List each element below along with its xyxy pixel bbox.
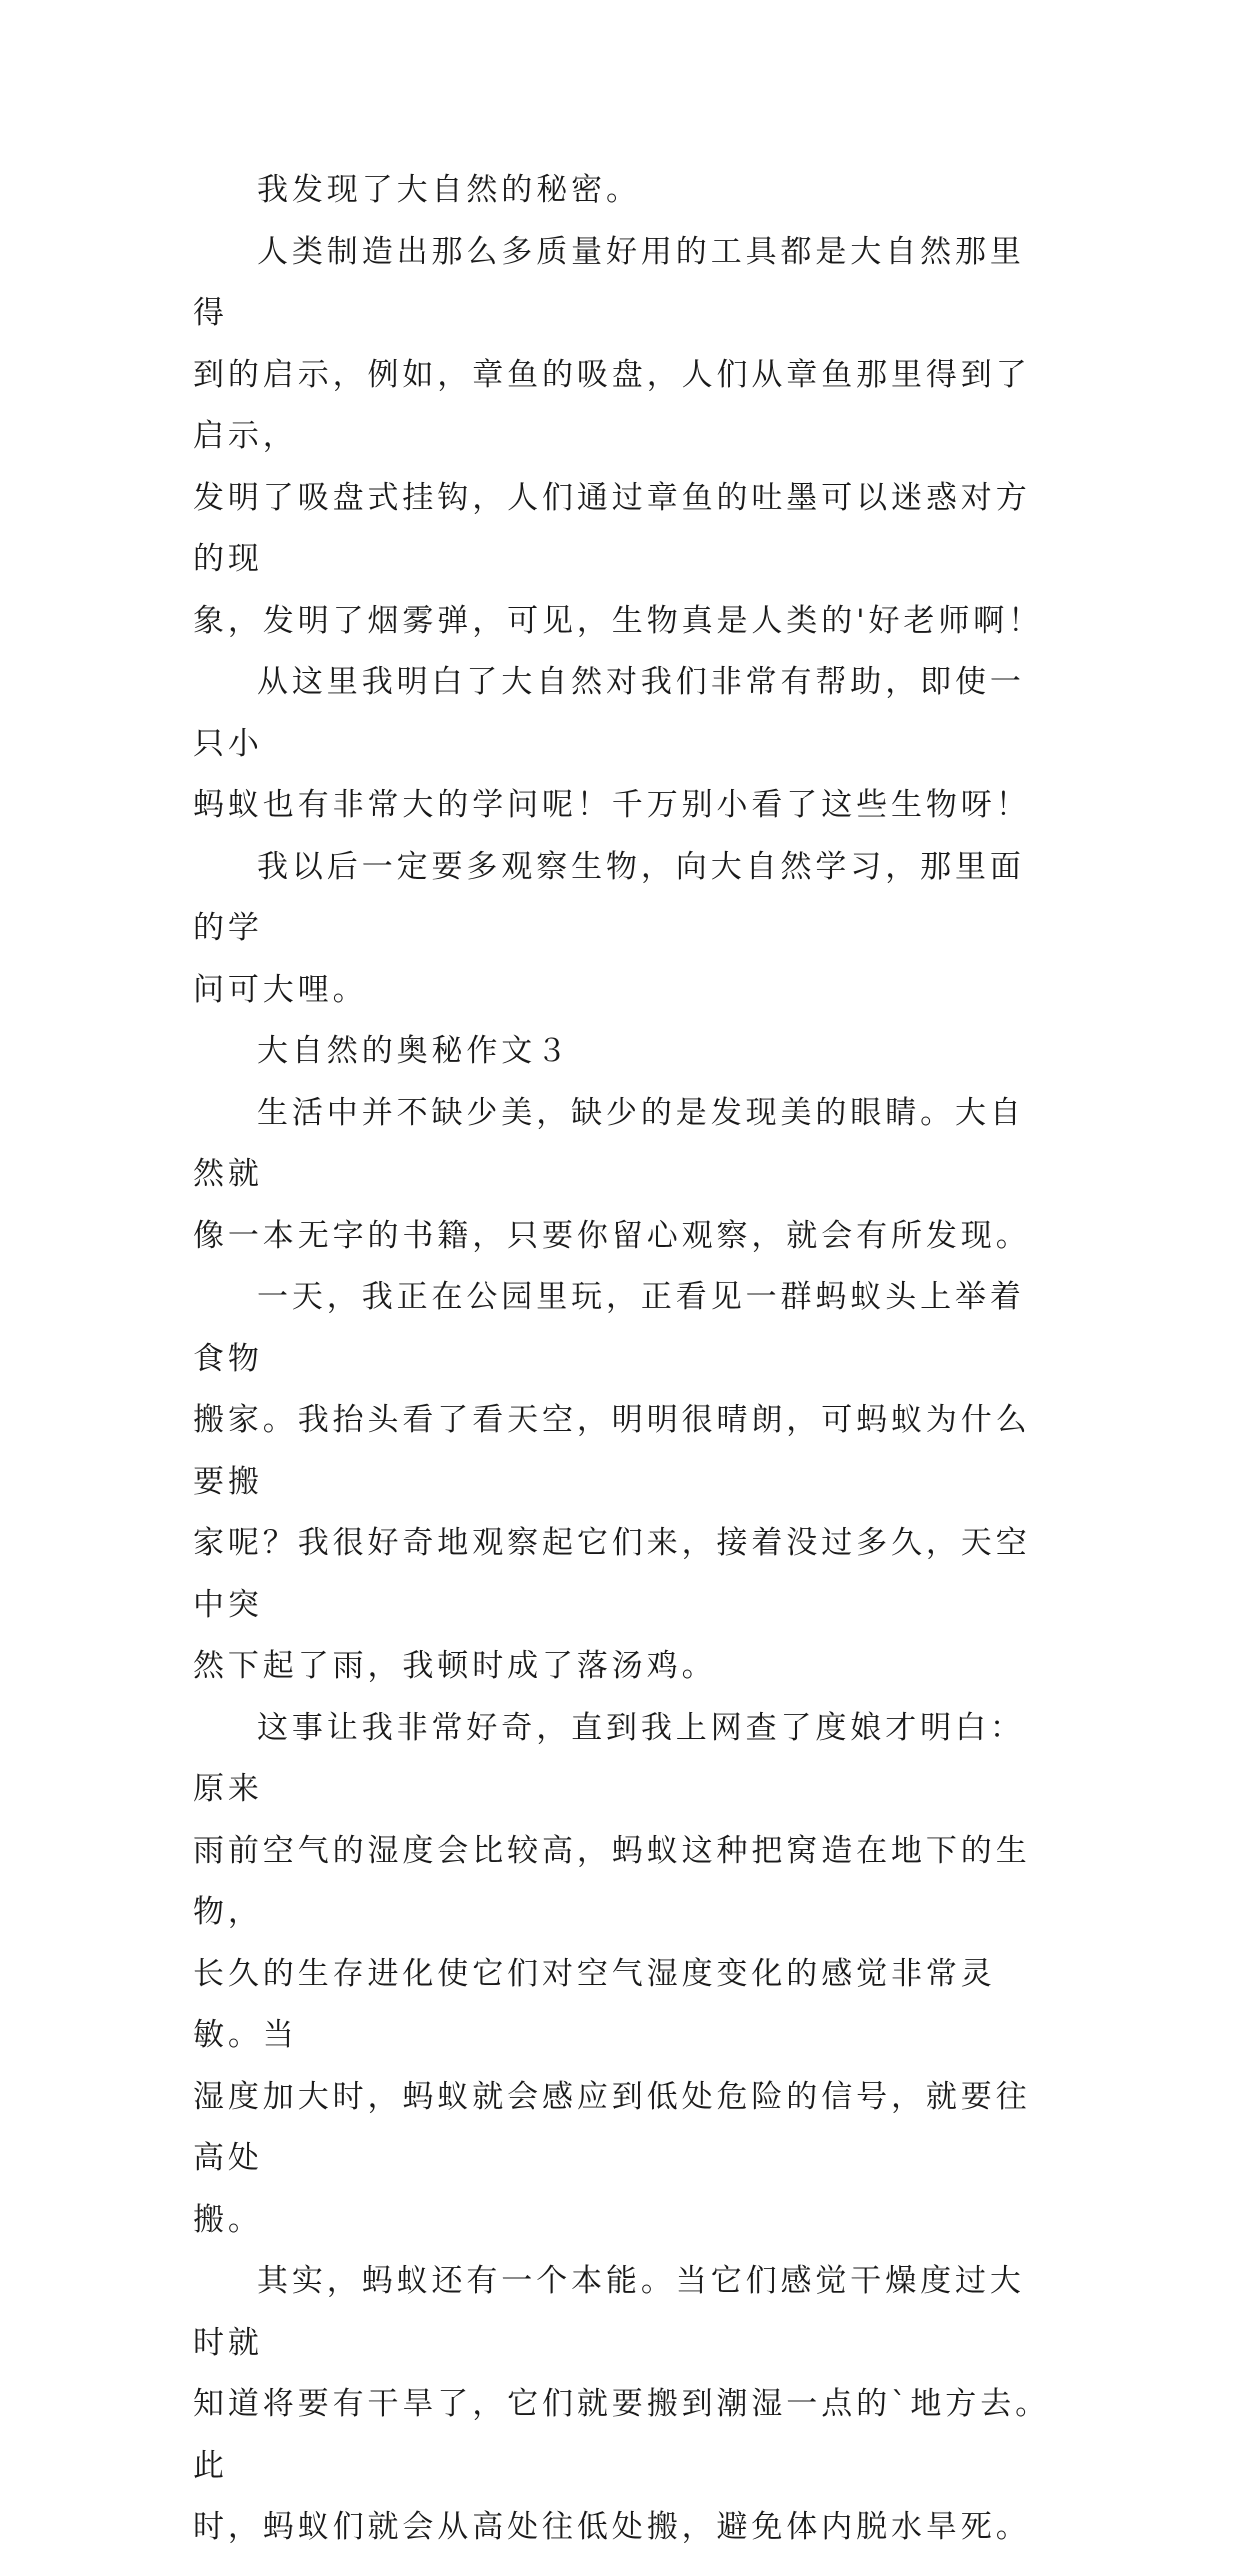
paragraph: 一天，我正在公园里玩，正看见一群蚂蚁头上举着食物 搬家。我抬头看了看天空，明明很晴朗，可蚂蚁为什么要搬 家呢？我很好奇地观察起它们来，接着没过多久，天空中突 然下起了雨，我顿时成了落汤鸡。: [193, 1279, 1031, 1684]
paragraph: 我以后一定要多观察生物，向大自然学习，那里面的学 问可大哩。: [193, 848, 1025, 1008]
paragraph: 人类制造出那么多质量好用的工具都是大自然那里得 到的启示，例如，章鱼的吸盘，人们从章鱼那里得到了启示， 发明了吸盘式挂钩，人们通过章鱼的吐墨可以迷惑对方的现 象，发明了烟雾弹，可见，生物真是人类的'好老师啊！: [193, 233, 1044, 639]
paragraph: 生活中并不缺少美，缺少的是发现美的眼睛。大自然就 像一本无字的书籍，只要你留心观察，就会有所发现。: [193, 1094, 1031, 1254]
paragraph: 我发现了大自然的秘密。: [257, 172, 641, 208]
paragraph: 这事让我非常好奇，直到我上网查了度娘才明白：原来 雨前空气的湿度会比较高，蚂蚁这种把窝造在地下的生物， 长久的生存进化使它们对空气湿度变化的感觉非常灵敏。当 湿度加大时，蚂蚁就会感应到低处危险的信号，就要往高处 搬。: [193, 1709, 1031, 2238]
document-body: [193, 160, 1053, 2559]
paragraph: 从这里我明白了大自然对我们非常有帮助，即使一只小 蚂蚁也有非常大的学问呢！千万别小看了这些生物呀！: [193, 664, 1031, 823]
paragraph: 其实，蚂蚁还有一个本能。当它们感觉干燥度过大时就 知道将要有干旱了，它们就要搬到潮湿一点的`地方去。此 时，蚂蚁们就会从高处往低处搬，避免体内脱水旱死。: [193, 2263, 1050, 2545]
section-heading: 大自然的奥秘作文３: [257, 1033, 572, 1069]
